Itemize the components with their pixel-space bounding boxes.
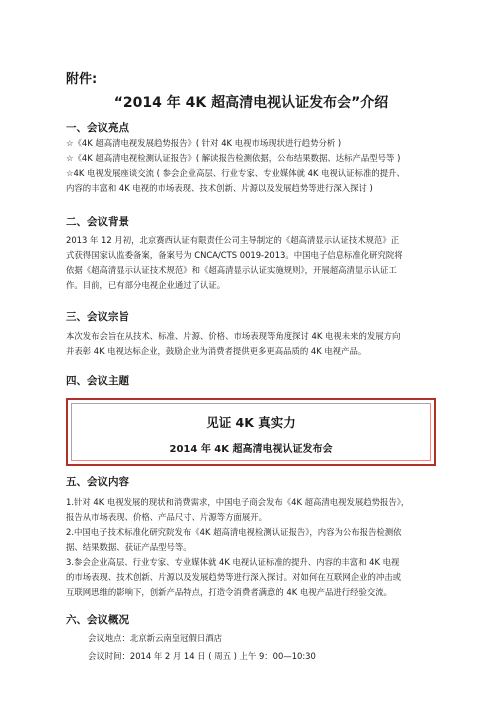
- purpose-line: 并表彰 4K 电视达标企业，鼓励企业为消费者提供更多更高品质的 4K 电视产品。: [66, 346, 367, 356]
- background-line: 2013 年 12 月初，北京赛西认证有限责任公司主导制定的《超高清显示认证技术规范》正: [66, 235, 400, 245]
- highlight-line: ☆《4K 超高清电视发展趋势报告》( 针对 4K 电视市场现状进行趋势分析 ): [66, 138, 342, 148]
- background-line: 式获得国家认监委备案，备案号为 CNCA/CTS 0019-2013。中国电子信息标准化研究院将: [66, 250, 403, 260]
- purpose-line: 本次发布会旨在从技术、标准、片源、价格、市场表现等角度探讨 4K 电视未来的发展方向: [66, 331, 401, 341]
- section-heading-background: 二、会议背景: [66, 216, 129, 228]
- background-line: 依据《超高清显示认证技术规范》和《超高清显示认证实施规则》，开展超高清显示认证工: [66, 265, 397, 275]
- attachment-label: 附件:: [66, 72, 98, 87]
- document-title: “2014 年 4K 超高清电视认证发布会”介绍: [113, 95, 389, 111]
- content-line: 据、结果数据、获证产品型号等。: [66, 542, 192, 552]
- content-paragraph: [66, 495, 440, 600]
- content-line: 3.参会企业高层、行业专家、专业媒体就 4K 电视认证标准的提升、内容的丰富和 4K 电视: [66, 557, 400, 567]
- highlight-line: 内容的丰富和 4K 电视的市场表现、技术创新、片源以及发展趋势等进行深入探讨 ): [66, 183, 373, 193]
- banner-slogan: 见证 4K 真实力: [206, 415, 296, 430]
- highlight-line: ☆4K 电视发展座谈交流 ( 参会企业高层、行业专家、专业媒体就 4K 电视认证标准的提升、: [66, 168, 405, 178]
- content-line: 报告从市场表现、价格、产品尺寸、片源等方面展开。: [66, 512, 267, 522]
- content-line: 1.针对 4K 电视发展的现状和消费需求，中国电子商会发布《4K 超高清电视发展趋势报告》，: [66, 497, 410, 507]
- purpose-paragraph: [66, 329, 440, 359]
- section-heading-highlights: 一、会议亮点: [66, 122, 129, 134]
- highlight-line: ☆《4K 超高清电视检测认证报告》( 解读报告检测依据，公布结果数据、达标产品型号等 ): [66, 153, 401, 163]
- theme-banner: [66, 398, 436, 466]
- content-line: 2.中国电子技术标准化研究院发布《4K 超高清电视检测认证报告》，内容为公布报告检测依: [66, 527, 402, 537]
- background-line: 作。目前，已有部分电视企业通过了认证。: [66, 280, 226, 290]
- banner-event-name: 2014 年 4K 超高清电视认证发布会: [169, 444, 333, 455]
- section-heading-overview: 六、会议概况: [66, 614, 129, 626]
- content-line: 互联网思维的影响下，创新产品特点，打造令消费者满意的 4K 电视产品进行经验交流。: [66, 587, 393, 597]
- section-heading-purpose: 三、会议宗旨: [66, 311, 129, 323]
- section-heading-content: 五、会议内容: [66, 476, 129, 488]
- meeting-time: 会议时间：2014 年 2 月 14 日 ( 周五 ) 上午 9：00—10:30: [88, 651, 316, 661]
- background-paragraph: [66, 233, 440, 293]
- highlights-paragraph: [66, 136, 440, 196]
- section-heading-theme: 四、会议主题: [66, 375, 129, 387]
- content-line: 的市场表现、技术创新、片源以及发展趋势等进行深入探讨。对如何在互联网企业的冲击或: [66, 572, 401, 582]
- meeting-location: 会议地点：北京新云南皇冠假日酒店: [88, 633, 222, 643]
